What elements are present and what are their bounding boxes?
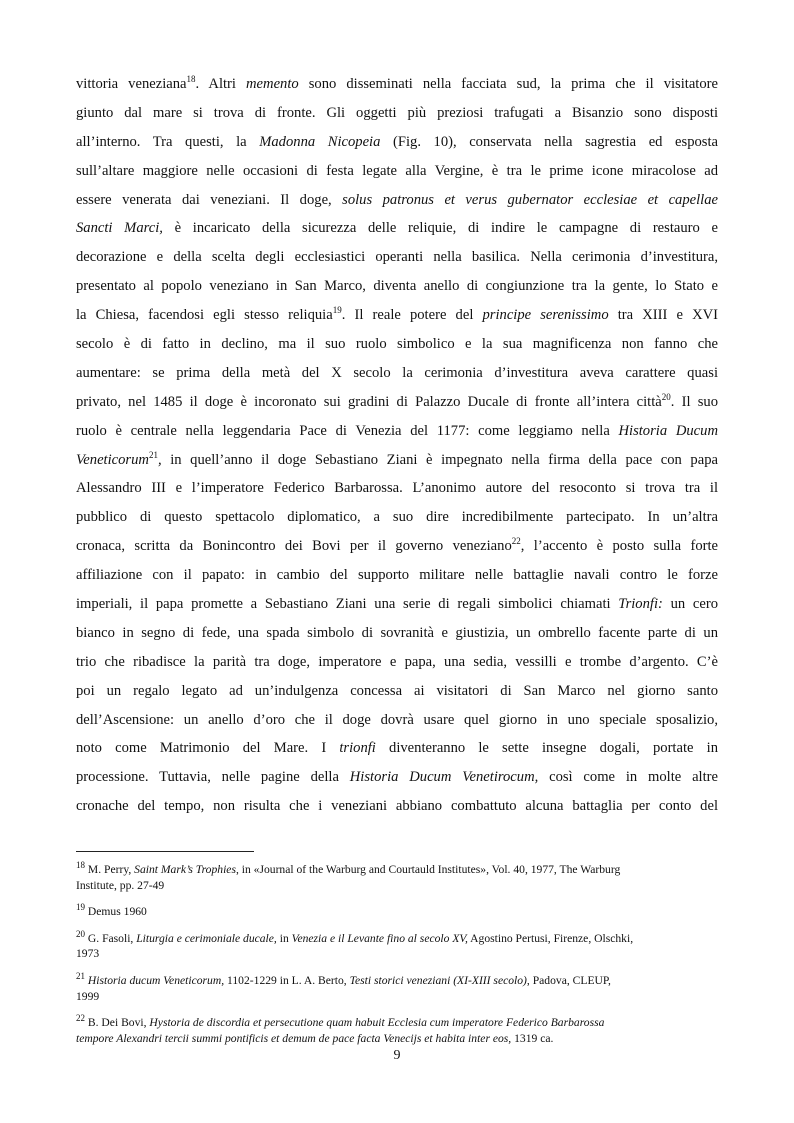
footnote-line: $^{18}$ M. Perry, Saint Mark’s Trophies, in «Journal of the Warburg and Courtauld Institutes», Vol. 40, 1977, The Warburg <box>76 860 621 876</box>
footnote <box>76 928 718 962</box>
footnote-line: 1999 <box>76 989 100 1003</box>
text-line: pubblico di questo spettacolo diplomatico, a suo dire incredibilmente partecipato. In un’altra <box>76 509 718 526</box>
footnote <box>76 904 718 920</box>
text-line: presentato al popolo veneziano in San Marco, diventa anello di congiunzione tra la gente, lo Stato e <box>76 278 718 295</box>
text-line: ruolo è centrale nella leggendaria Pace di Venezia del 1177: come leggiamo nella Historia Ducum <box>76 422 718 439</box>
text-line: cronache del tempo, non risulta che i veneziani abbiano combattuto alcuna battaglia per conto del <box>76 798 718 815</box>
page-number: 9 <box>393 1048 401 1063</box>
text-line: privato, nel 1485 il doge è incoronato sui gradini di Palazzo Ducale di fronte all’intera città$^{20}$. Il suo <box>76 391 718 410</box>
text-line: Alessandro III e l’imperatore Federico Barbarossa. L’anonimo autore del resoconto si trova tra il <box>76 480 718 497</box>
body-text <box>76 70 718 821</box>
text-line: la Chiesa, facendosi egli stesso reliquia$^{19}$. Il reale potere del principe serenissimo tra XIII e XVI <box>76 305 719 324</box>
text-line: sull’altare maggiore nelle occasioni di festa legate alla Vergine, è tra le prime icone miracolose ad <box>76 162 718 179</box>
text-line: affiliazione con il papato: in cambio del supporto militare nelle battaglie navali contro le forze <box>76 567 718 584</box>
text-line: cronaca, scritta da Bonincontro dei Bovi per il governo veneziano$^{22}$, l’accento è posto sulla forte <box>76 536 719 555</box>
footnote-marker: 21 <box>76 971 85 982</box>
text-line: all’interno. Tra questi, la Madonna Nicopeia (Fig. 10), conservata nella sagrestia ed esposta <box>76 133 719 150</box>
footnotes <box>76 862 718 1057</box>
footnote-marker: 22 <box>76 1013 85 1024</box>
text-line: imperiali, il papa promette a Sebastiano Ziani una serie di regali simbolici chiamati Trionfi: un cero <box>76 596 718 613</box>
footnote-marker: 21 <box>148 449 158 460</box>
footnote-line: Institute, pp. 27-49 <box>76 878 165 892</box>
footnote <box>76 973 718 1004</box>
text-line: Veneticorum$^{21}$, in quell’anno il doge Sebastiano Ziani è impegnato nella firma della pace con papa <box>76 449 718 468</box>
text-line: noto come Matrimonio del Mare. I trionfi diventeranno le sette insegne dogali, portate in <box>76 740 718 757</box>
text-line: processione. Tuttavia, nelle pagine della Historia Ducum Venetirocum, così come in molte altre <box>76 769 718 786</box>
text-line: giunto dal mare si trova di fronte. Gli oggetti più preziosi trafugati a Bisanzio sono disposti <box>76 104 718 121</box>
text-line: poi un regalo legato ad un’indulgenza concessa ai visitatori di San Marco nel giorno santo <box>76 682 718 699</box>
footnote-marker: 18 <box>186 74 196 85</box>
text-line: essere venerata dai veneziani. Il doge, solus patronus et verus gubernator ecclesiae et capellae <box>76 191 718 208</box>
footnote-line: tempore Alexandri tercii summi pontificis et demum de pace facta Venecijs et habita inter eos, 1319 ca. <box>76 1031 554 1045</box>
footnote <box>76 1015 718 1046</box>
text-line: bianco in segno di fede, una spada simbolo di sovranità e giustizia, un ombrello facente parte di un <box>76 624 718 641</box>
footnote-marker: 19 <box>76 902 85 913</box>
footnote-line: $^{20}$ G. Fasoli, Liturgia e cerimoniale ducale, in Venezia e il Levante fino al secolo XV, Agostino Pertusi, Firenze, Olschki, <box>76 928 634 945</box>
text-line: vittoria veneziana$^{18}$. Altri memento sono disseminati nella facciata sud, la prima che il visitatore <box>76 74 718 92</box>
footnote-line: $^{21}$ Historia ducum Veneticorum, 1102-1229 in L. A. Berto, Testi storici veneziani (XI-XIII secolo), Padova, CLEUP, <box>76 971 611 987</box>
footnote-marker: 18 <box>76 860 85 871</box>
footnote-marker: 20 <box>661 391 671 402</box>
footnote-separator <box>76 851 254 852</box>
text-line: aumentare: se prima della metà del X secolo la cerimonia d’investitura aveva carattere quasi <box>76 364 718 381</box>
footnote-marker: 22 <box>511 536 521 547</box>
text-line: dell’Ascensione: un anello d’oro che il doge dovrà usare quel giorno in uno speciale sposalizio, <box>76 711 718 728</box>
footnote-line: $^{19}$ Demus 1960 <box>76 902 147 919</box>
footnote-line: 1973 <box>76 947 100 961</box>
footnote-marker: 19 <box>332 305 342 316</box>
footnote-line: $^{22}$ B. Dei Bovi, Hystoria de discordia et persecutione quam habuit Ecclesia cum imperatore Federico Barbarossa <box>76 1013 605 1030</box>
text-line: decorazione e della scelta degli ecclesiastici operanti nella basilica. Nella cerimonia d’investitura, <box>76 249 718 266</box>
footnote <box>76 862 718 893</box>
text-line: secolo è di fatto in declino, ma il suo ruolo simbolico e la sua magnificenza non fanno che <box>76 336 718 353</box>
footnote-marker: 20 <box>76 928 85 939</box>
text-line: trio che ribadisce la parità tra doge, imperatore e papa, una sedia, vessilli e trombe d’argento. C’è <box>76 653 718 670</box>
text-line: Sancti Marci, è incaricato della sicurezza delle reliquie, di indire le campagne di restauro e <box>76 220 718 237</box>
